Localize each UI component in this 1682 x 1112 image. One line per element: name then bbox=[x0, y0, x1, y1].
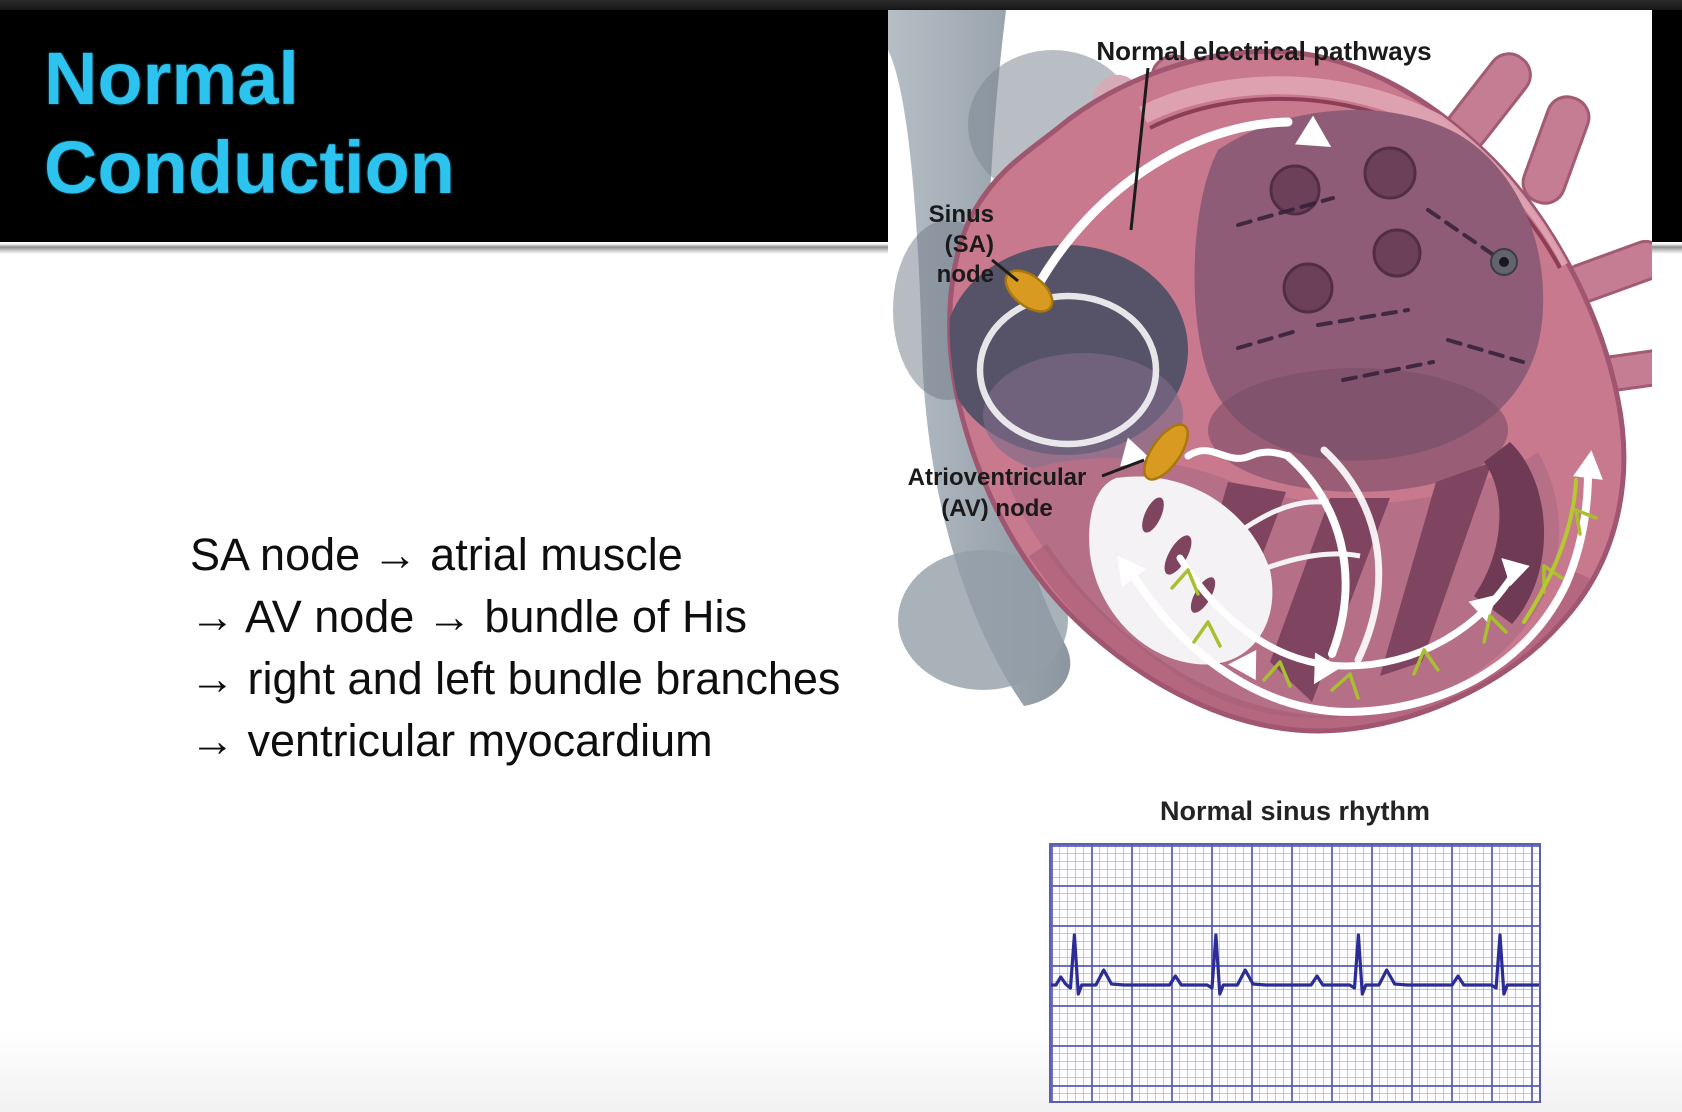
conduction-sequence-text bbox=[190, 524, 840, 772]
page-title-line2: Conduction bbox=[44, 126, 456, 209]
label-normal-electrical-pathways: Normal electrical pathways bbox=[1096, 36, 1432, 66]
coronary-sinus-ring bbox=[1491, 249, 1517, 275]
heart-figure-panel bbox=[888, 10, 1652, 792]
heart-illustration bbox=[888, 10, 1652, 792]
page-title-line1: Normal bbox=[44, 37, 299, 120]
body-line: → right and left bundle branches bbox=[190, 653, 841, 704]
top-strip bbox=[0, 0, 1682, 10]
ecg-waveform bbox=[1051, 845, 1539, 1101]
body-line: → ventricular myocardium bbox=[190, 715, 713, 766]
page-title bbox=[44, 34, 455, 212]
ecg-title: Normal sinus rhythm bbox=[1159, 796, 1431, 826]
ecg-strip bbox=[1049, 843, 1541, 1103]
body-line: → AV node → bundle of His bbox=[190, 591, 747, 642]
label-sa-node: Sinus (SA) node bbox=[928, 201, 994, 288]
label-av-node: Atrioventricular (AV) node bbox=[907, 464, 1087, 522]
body-line: SA node → atrial muscle bbox=[190, 529, 683, 580]
